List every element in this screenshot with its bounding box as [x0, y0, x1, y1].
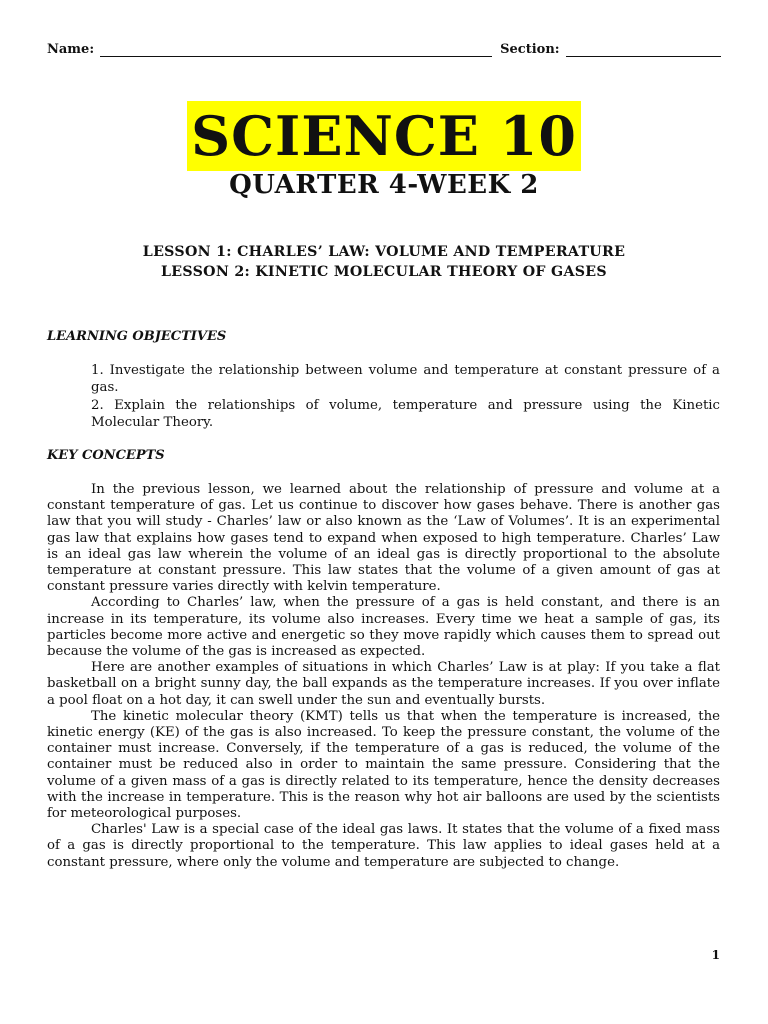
page-number: 1 [711, 948, 720, 962]
objective-item: 1. Investigate the relationship between volume and temperature at constant pressure of a gas. [91, 363, 720, 396]
quarter-week-subtitle: QUARTER 4-WEEK 2 [229, 170, 539, 200]
key-concepts-paragraph: In the previous lesson, we learned about the relationship of pressure and volume at a constant temperature of gas. Let us continue to discover how gases behave. There is another gas law that you will study - Charles’ law or also known as the ‘Law of Volumes’. It is an experimental gas law that explains how gases tend to expand when exposed to high temperature. Charles’ Law is an ideal gas law wherein the volume of an ideal gas is directly proportional to the absolute temperature at constant pressure. This law states that the volume of a given amount of gas at constant pressure varies directly with kelvin temperature. [47, 482, 720, 595]
key-concepts-heading: KEY CONCEPTS [47, 448, 165, 463]
student-info-row [47, 42, 721, 57]
objective-item: 2. Explain the relationships of volume, temperature and pressure using the Kinetic Molecular Theory. [91, 397, 720, 430]
name-field-line [100, 42, 492, 57]
section-label: Section: [500, 42, 560, 57]
key-concepts-paragraph: Here are another examples of situations in which Charles’ Law is at play: If you take a flat basketball on a bright sunny day, the ball expands as the temperature increases. If you over inflate a pool float on a hot day, it can swell under the sun and eventually bursts. [47, 660, 720, 708]
lesson-2-title: LESSON 2: KINETIC MOLECULAR THEORY OF GASES [161, 264, 607, 280]
learning-objectives-list [91, 362, 720, 431]
key-concepts-body [47, 482, 720, 871]
title-wrapper [0, 101, 768, 171]
section-field-line [566, 42, 721, 57]
lesson-1-title: LESSON 1: CHARLES’ LAW: VOLUME AND TEMPERATURE [142, 244, 626, 260]
name-label: Name: [47, 42, 95, 57]
key-concepts-paragraph: The kinetic molecular theory (KMT) tells us that when the temperature is increased, the kinetic energy (KE) of the gas is also increased. To keep the pressure constant, the volume of the container must increase. Conversely, if the temperature of a gas is reduced, the volume of the container must be reduced also in order to maintain the same pressure. Considering that the volume of a given mass of a gas is directly related to its temperature, hence the density decreases with the increase in temperature. This is the reason why hot air balloons are used by the scientists for meteorological purposes. [47, 708, 720, 822]
learning-objectives-heading: LEARNING OBJECTIVES [47, 329, 227, 344]
key-concepts-paragraph: According to Charles’ law, when the pressure of a gas is held constant, and there is an increase in its temperature, its volume also increases. Every time we heat a sample of gas, its particles become more active and energetic so they move rapidly which causes them to spread out because the volume of the gas is increased as expected. [47, 595, 720, 660]
key-concepts-paragraph: Charles' Law is a special case of the ideal gas laws. It states that the volume of a fixed mass of a gas is directly proportional to the temperature. This law applies to ideal gases held at a constant pressure, where only the volume and temperature are subjected to change. [47, 822, 720, 870]
page-title: SCIENCE 10 [187, 101, 581, 171]
